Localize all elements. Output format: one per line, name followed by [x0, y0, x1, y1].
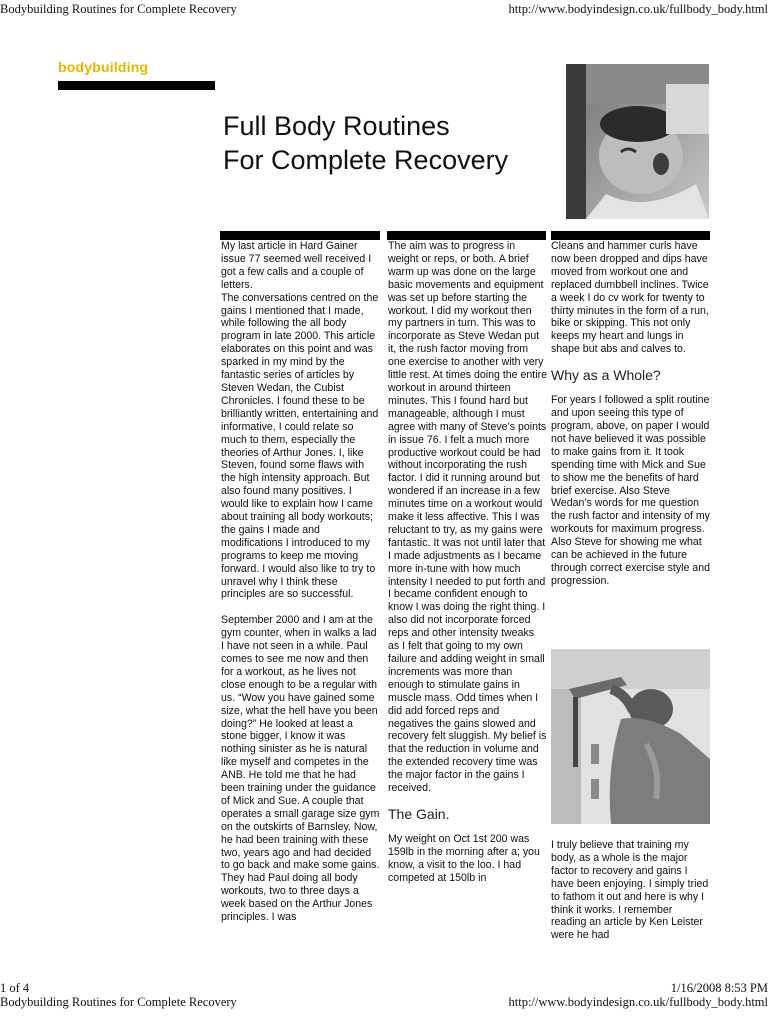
print-header-url: http://www.bodyindesign.co.uk/fullbody_body.html	[508, 2, 768, 16]
col3-paragraph: I truly believe that training my body, as a whole is the major factor to recovery and gains I have been enjoying. I simply tried to fathom it out and here is why I think it works. I remember reading an article by Ken Leister were he had	[551, 839, 709, 942]
col2-paragraph: The aim was to progress in weight or reps, or both. A brief warm up was done on the large basic movements and equipment was set up before starting the workout. I did my workout then my partners in turn. This was to incorporate as Steve Wedan put it, the rush factor moving from one exercise to another with very little rest. At times doing the entire workout in around thirteen minutes. This I found hard but manageable, although I must agree with many of Steve’s points in issue 76. I felt a much more productive workout could be had without incorporating the rush factor. I did it running around but wondered if an increase in a few minutes time on a workout would make it less affective. This I was reluctant to try, as my gains were fantastic. It was not until later that I made adjustments as I became more in-tune with how much intensity I needed to put forth and I became confident enough to know I was doing the right thing. I also did not incorporate forced reps and other intensity tweaks as I felt that going to my own failure and adding weight in small increments was more than enough to stimulate gains in muscle mass. Odd times when I did add forced reps and negatives the gains slowed and recovery felt sluggish. My belief is that the reduction in volume and the extended recovery time was the major factor in the gains I received.	[388, 240, 547, 795]
col3-paragraph: For years I followed a split routine and upon seeing this type of program, above, on paper I would not have believed it was possible to make gains from it. It took spending time with Mick and Sue to show me the benefits of hard brief exercise. Also Steve Wedan’s words for me question the rush factor and intensity of my workouts for maximum progress. Also Steve for showing me what can be achieved in the future through correct exercise style and progression.	[551, 394, 710, 587]
column1-rule	[220, 231, 380, 240]
column-3	[551, 240, 710, 588]
col1-paragraph: September 2000 and I am at the gym counter, when in walks a lad I have not seen in a while. Paul comes to see me now and then for a workout, as he lives not close enough to be a regular with us. “Wow you have gained some size, what the hell have you been doing?” He looked at least a stone bigger, I know it was nothing sinister as he is natural like myself and competes in the ANB. He told me that he had been training under the guidance of Mick and Sue. A couple that operates a small garage size gym on the outskirts of Barnsley. Now, he had been training with these two, years ago and had decided to go back and make some gains. They had Paul doing all body workouts, two to three days a week based on the Arthur Jones principles. I was	[221, 614, 380, 924]
print-footer-title: Bodybuilding Routines for Complete Recovery	[0, 995, 237, 1009]
column-2	[388, 240, 547, 885]
exercise-image	[551, 649, 710, 824]
section-label: bodybuilding	[58, 59, 149, 75]
subheading-the-gain: The Gain.	[388, 805, 450, 822]
workout-face-image	[566, 64, 709, 219]
print-footer-url: http://www.bodyindesign.co.uk/fullbody_body.html	[508, 995, 768, 1009]
col1-paragraph: My last article in Hard Gainer issue 77 seemed well received I got a few calls and a couple of letters.	[221, 240, 372, 291]
article-title-line1: Full Body Routines	[223, 111, 450, 141]
section-rule	[58, 81, 215, 90]
subheading-why-as-a-whole: Why as a Whole?	[551, 367, 661, 384]
column-3-lower	[551, 839, 710, 942]
print-footer-date: 1/16/2008 8:53 PM	[670, 981, 768, 995]
column-1	[221, 240, 381, 924]
print-footer-page: 1 of 4	[0, 981, 30, 995]
header-photo	[566, 64, 709, 219]
exercise-photo	[551, 649, 710, 824]
column3-rule	[551, 231, 710, 240]
col1-paragraph: The conversations centred on the gains I mentioned that I made, while following the all body program in late 2000. This article elaborates on this point and was sparked in my mind by the fantastic series of articles by Steven Wedan, the Cubist Chronicles. I found these to be brilliantly written, entertaining and informative, I could relate so much to them, especially the theories of Arthur Jones. I, like Steven, found some flaws with the high intensity approach. But also found many positives. I would like to explain how I came about training all body workouts; the gains I made and modifications I introduced to my programs to keep me moving forward. I would also like to try to unravel why I think these principles are so successful.	[221, 291, 379, 601]
print-header-title: Bodybuilding Routines for Complete Recovery	[0, 2, 237, 16]
column2-rule	[387, 231, 546, 240]
col3-paragraph: Cleans and hammer curls have now been dropped and dips have moved from workout one and replaced dumbbell inclines. Twice a week I do cv work for twenty to thirty minutes in the form of a run, bike or skipping. This not only keeps my heart and lungs in shape but abs and calves to.	[551, 240, 709, 356]
article-title-line2: For Complete Recovery	[223, 145, 509, 175]
col2-paragraph: My weight on Oct 1st 200 was 159lb in the morning after a; you know, a visit to the loo. I had competed at 150lb in	[388, 832, 540, 884]
article-title	[223, 109, 508, 177]
